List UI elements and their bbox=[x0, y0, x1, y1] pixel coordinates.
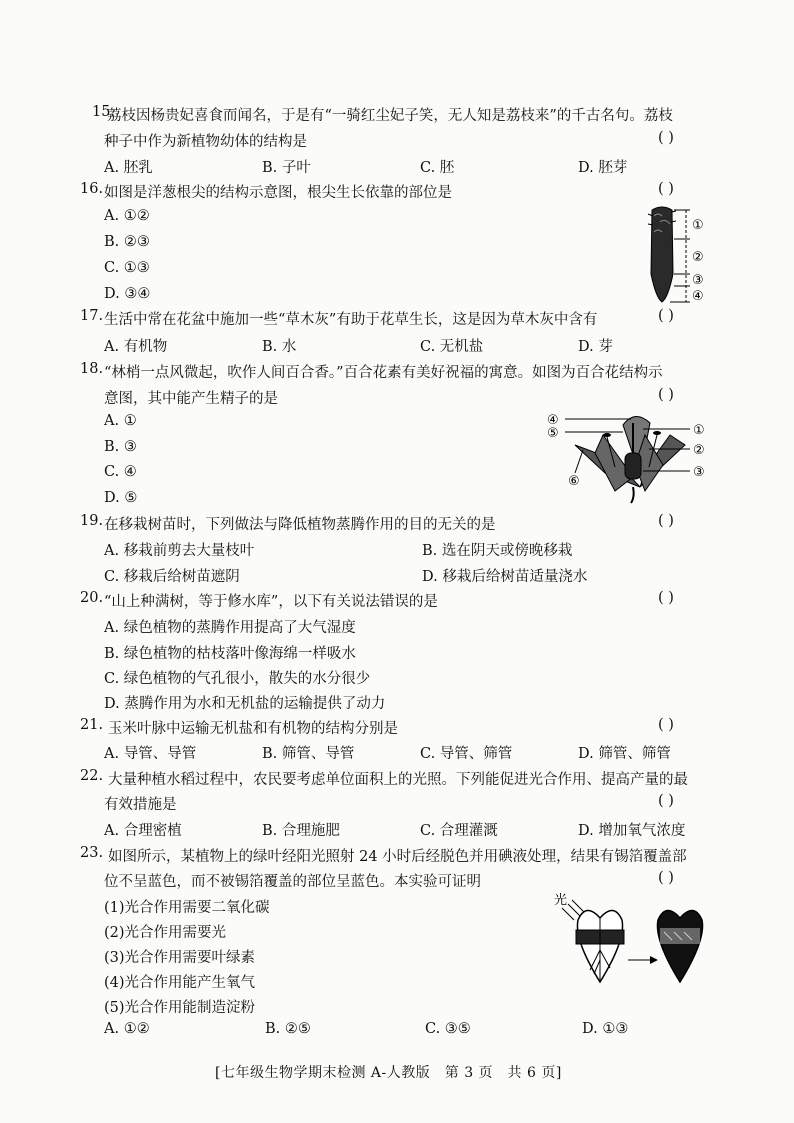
q17-option-c: C. 无机盐 bbox=[420, 339, 484, 355]
q20-stem: “山上种满树，等于修水库”，以下有关说法错误的是 bbox=[104, 594, 438, 610]
q17-option-d: D. 芽 bbox=[578, 339, 613, 355]
q21-option-a: A. 导管、导管 bbox=[104, 746, 197, 762]
lily-label-1: ① bbox=[693, 423, 705, 438]
q18-option-c: C. ④ bbox=[104, 464, 137, 480]
q20-option-b: B. 绿色植物的枯枝落叶像海绵一样吸水 bbox=[104, 646, 356, 662]
leaf-experiment-figure bbox=[550, 890, 715, 990]
q22-number: 22. bbox=[80, 768, 104, 784]
q23-statement-3: (3)光合作用需要叶绿素 bbox=[104, 950, 256, 966]
q22-option-b: B. 合理施肥 bbox=[262, 823, 340, 839]
root-label-3: ③ bbox=[692, 273, 704, 288]
lily-flower-figure bbox=[545, 405, 715, 505]
q17-option-a: A. 有机物 bbox=[104, 339, 168, 355]
root-label-1: ① bbox=[692, 218, 704, 233]
q22-stem-line1: 大量种植水稻过程中，农民要考虑单位面积上的光照。下列能促进光合作用、提高产量的最 bbox=[108, 772, 688, 788]
q15-answer-paren: ( ) bbox=[658, 130, 674, 146]
light-label: 光 bbox=[554, 893, 568, 908]
q18-number: 18. bbox=[80, 361, 104, 377]
q22-stem-line2: 有效措施是 bbox=[104, 797, 177, 813]
q20-option-d: D. 蒸腾作用为水和无机盐的运输提供了动力 bbox=[104, 696, 386, 712]
q19-option-a: A. 移栽前剪去大量枝叶 bbox=[104, 543, 255, 559]
q21-option-c: C. 导管、筛管 bbox=[420, 746, 513, 762]
lily-label-5: ⑤ bbox=[547, 426, 559, 441]
q16-stem: 如图是洋葱根尖的结构示意图，根尖生长依靠的部位是 bbox=[104, 185, 452, 201]
q19-answer-paren: ( ) bbox=[658, 513, 674, 529]
q17-option-b: B. 水 bbox=[262, 339, 297, 355]
q18-stem-line2: 意图，其中能产生精子的是 bbox=[104, 391, 278, 407]
q16-option-b: B. ②③ bbox=[104, 234, 150, 250]
q20-option-c: C. 绿色植物的气孔很小，散失的水分很少 bbox=[104, 671, 371, 687]
q23-stem-line1: 如图所示，某植物上的绿叶经阳光照射 24 小时后经脱色并用碘液处理，结果有锡箔覆盖部 bbox=[108, 849, 687, 865]
q23-stem-line2: 位不呈蓝色，而不被锡箔覆盖的部位呈蓝色。本实验可证明 bbox=[104, 874, 481, 890]
q15-number: 15. bbox=[92, 104, 116, 120]
q21-stem: 玉米叶脉中运输无机盐和有机物的结构分别是 bbox=[108, 721, 398, 737]
q15-option-c: C. 胚 bbox=[420, 160, 455, 176]
q22-option-a: A. 合理密植 bbox=[104, 823, 182, 839]
lily-label-2: ② bbox=[693, 443, 705, 458]
q23-number: 23. bbox=[80, 845, 104, 861]
q19-option-d: D. 移栽后给树苗适量浇水 bbox=[422, 569, 588, 585]
q23-statement-2: (2)光合作用需要光 bbox=[104, 925, 227, 941]
q20-answer-paren: ( ) bbox=[658, 590, 674, 606]
lily-label-3: ③ bbox=[693, 465, 705, 480]
q15-stem-line2: 种子中作为新植物幼体的结构是 bbox=[104, 134, 307, 150]
q23-statement-5: (5)光合作用能制造淀粉 bbox=[104, 1000, 256, 1016]
onion-root-tip-figure bbox=[640, 202, 715, 307]
q17-answer-paren: ( ) bbox=[658, 308, 674, 324]
q21-answer-paren: ( ) bbox=[658, 717, 674, 733]
q23-statement-4: (4)光合作用能产生氧气 bbox=[104, 975, 256, 991]
lily-label-4: ④ bbox=[547, 413, 559, 428]
q16-option-d: D. ③④ bbox=[104, 286, 151, 302]
q22-option-c: C. 合理灌溉 bbox=[420, 823, 498, 839]
q18-option-a: A. ① bbox=[104, 413, 137, 429]
root-label-2: ② bbox=[692, 250, 704, 265]
q23-option-c: C. ③⑤ bbox=[425, 1021, 471, 1037]
q23-option-a: A. ①② bbox=[104, 1021, 150, 1037]
lily-label-6: ⑥ bbox=[568, 474, 580, 489]
q15-stem-line1: 荔枝因杨贵妃喜食而闻名，于是有“一骑红尘妃子笑，无人知是荔枝来”的千古名句。荔枝 bbox=[107, 108, 673, 124]
q22-option-d: D. 增加氧气浓度 bbox=[578, 823, 686, 839]
q17-number: 17. bbox=[80, 308, 104, 324]
q18-option-b: B. ③ bbox=[104, 439, 137, 455]
q18-stem-line1: “林梢一点风微起，吹作人间百合香。”百合花素有美好祝福的寓意。如图为百合花结构示 bbox=[104, 365, 663, 381]
q20-option-a: A. 绿色植物的蒸腾作用提高了大气湿度 bbox=[104, 620, 356, 636]
q21-option-d: D. 筛管、筛管 bbox=[578, 746, 671, 762]
q15-option-d: D. 胚芽 bbox=[578, 160, 628, 176]
page-footer: [七年级生物学期末检测 A-人教版 第 3 页 共 6 页] bbox=[215, 1065, 562, 1081]
q19-option-b: B. 选在阴天或傍晚移栽 bbox=[422, 543, 573, 559]
q18-option-d: D. ⑤ bbox=[104, 490, 138, 506]
q16-number: 16. bbox=[80, 181, 104, 197]
q15-option-a: A. 胚乳 bbox=[104, 160, 153, 176]
q23-answer-paren: ( ) bbox=[658, 870, 674, 886]
q20-number: 20. bbox=[80, 590, 104, 606]
q21-number: 21. bbox=[80, 717, 104, 733]
q21-option-b: B. 筛管、导管 bbox=[262, 746, 355, 762]
q19-number: 19. bbox=[80, 513, 104, 529]
q16-option-a: A. ①② bbox=[104, 208, 150, 224]
q19-option-c: C. 移栽后给树苗遮阴 bbox=[104, 569, 240, 585]
q22-answer-paren: ( ) bbox=[658, 793, 674, 809]
q18-answer-paren: ( ) bbox=[658, 387, 674, 403]
root-label-4: ④ bbox=[692, 289, 704, 304]
q16-option-c: C. ①③ bbox=[104, 260, 150, 276]
q17-stem: 生活中常在花盆中施加一些“草木灰”有助于花草生长，这是因为草木灰中含有 bbox=[104, 312, 598, 328]
q15-option-b: B. 子叶 bbox=[262, 160, 311, 176]
q23-statement-1: (1)光合作用需要二氧化碳 bbox=[104, 900, 270, 916]
q23-option-b: B. ②⑤ bbox=[265, 1021, 311, 1037]
q23-option-d: D. ①③ bbox=[582, 1021, 629, 1037]
q19-stem: 在移栽树苗时，下列做法与降低植物蒸腾作用的目的无关的是 bbox=[104, 517, 496, 533]
q16-answer-paren: ( ) bbox=[658, 181, 674, 197]
